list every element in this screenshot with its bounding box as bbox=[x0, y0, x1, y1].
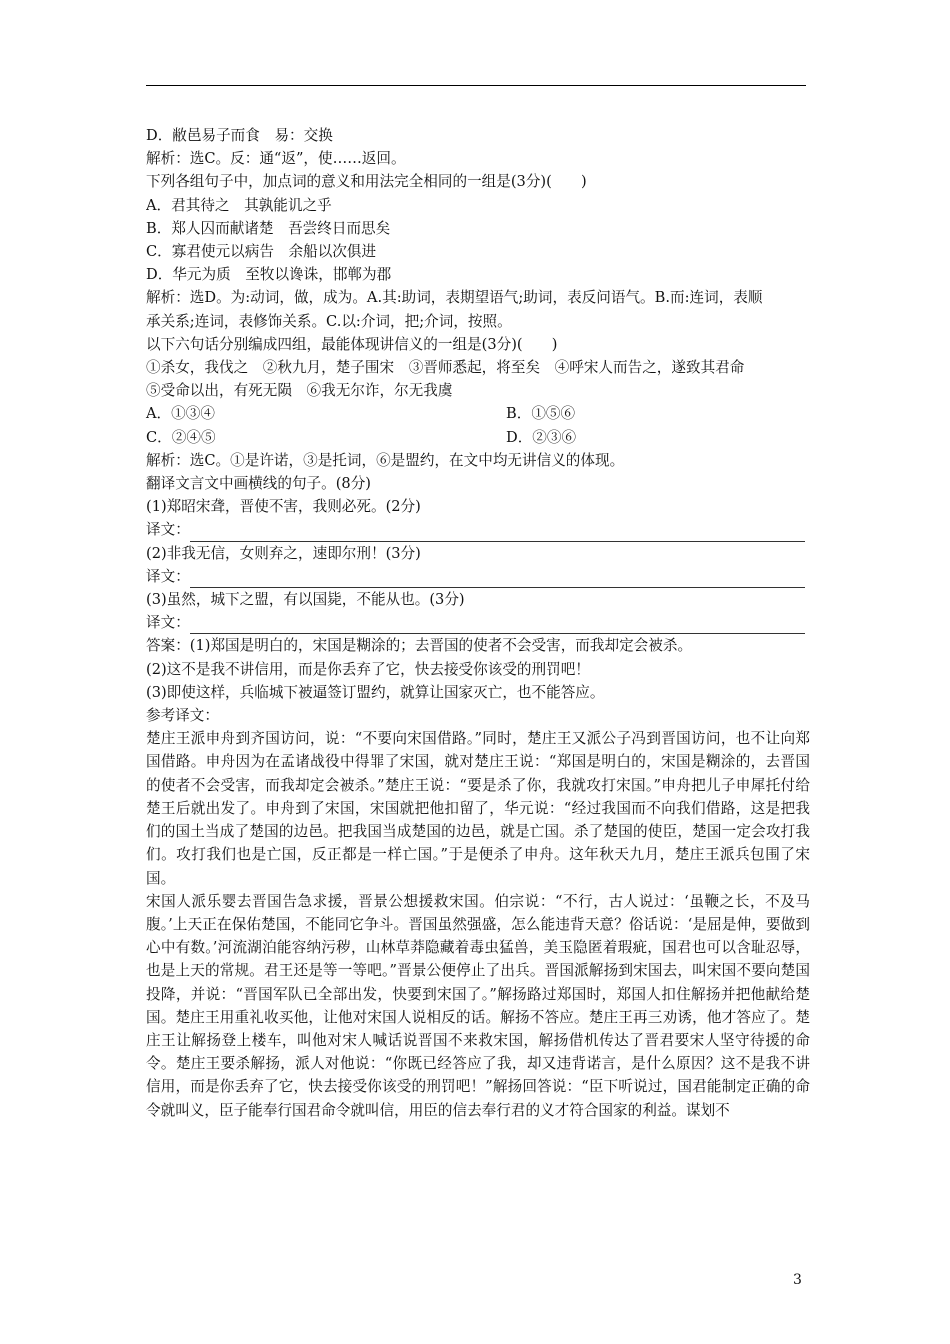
answer-blank-row bbox=[146, 518, 810, 541]
analysis-line: 解析：选C。①是许诺，③是托词，⑥是盟约，在文中均无讲信义的体现。 bbox=[146, 451, 625, 469]
question-stem: 翻译文言文中画横线的句子。(8分) bbox=[146, 475, 371, 493]
choice-row bbox=[146, 402, 810, 425]
sentence-list: ⑤受命以出，有死无陨 ⑥我无尔诈，尔无我虞 bbox=[146, 382, 453, 400]
choice-a: A．①③④ bbox=[146, 405, 215, 423]
answer-blank-row bbox=[146, 565, 810, 588]
translate-sentence-3: (3)虽然，城下之盟，有以国毙，不能从也。(3分) bbox=[146, 591, 465, 609]
answer-label: 译文： bbox=[146, 567, 190, 585]
choice-d: D．②③⑥ bbox=[506, 428, 577, 446]
page-number: 3 bbox=[793, 1272, 802, 1288]
choice-b: B．①⑤⑥ bbox=[506, 405, 576, 423]
question-stem: 下列各组句子中，加点词的意义和用法完全相同的一组是(3分)( ) bbox=[146, 173, 587, 191]
answer-line: 答案：(1)郑国是明白的，宋国是糊涂的；去晋国的使者不会受害，而我却定会被杀。 bbox=[146, 637, 693, 655]
answer-blank[interactable] bbox=[190, 570, 805, 588]
analysis-line: 承关系;连词，表修饰关系。C.以:介词，把;介词，按照。 bbox=[146, 312, 512, 330]
option-a: A．君其待之 其孰能讥之乎 bbox=[146, 196, 332, 214]
answer-line: (2)这不是我不讲信用，而是你丢弃了它，快去接受你该受的刑罚吧！ bbox=[146, 660, 590, 678]
reference-heading: 参考译文： bbox=[146, 707, 219, 725]
option-b: B．郑人囚而献诸楚 吾尝终日而思矣 bbox=[146, 219, 391, 237]
answer-blank[interactable] bbox=[190, 524, 805, 542]
question-stem: 以下六句话分别编成四组，最能体现讲信义的一组是(3分)( ) bbox=[146, 335, 558, 353]
answer-label: 译文： bbox=[146, 614, 190, 632]
option-c: C．寡君使元以病告 余船以次俱进 bbox=[146, 243, 377, 261]
option-d-line: D．敝邑易子而食 易：交换 bbox=[146, 127, 333, 144]
analysis-line: 解析：选C。反：通“返”，使……返回。 bbox=[146, 150, 406, 168]
choice-c: C．②④⑤ bbox=[146, 428, 216, 446]
answer-blank[interactable] bbox=[190, 616, 805, 634]
reference-paragraph: 宋国人派乐婴去晋国告急求援，晋景公想援救宋国。伯宗说：“不行，古人说过：‘虽鞭之长，不及马腹。’上天正在保佑楚国，不能同它争斗。晋国虽然强盛，怎么能违背天意？俗话说：‘是屈是伸，要做到心中有数。’河流湖泊能容纳污秽，山林草莽隐藏着毒虫猛兽，美玉隐匿着瑕疵，国君也可以含耻忍辱，也是上天的常规。君王还是等一等吧。”晋景公便停止了出兵。晋国派解扬到宋国去，叫宋国不要向楚国投降，并说：“晋国军队已全部出发，快要到宋国了。”解扬路过郑国时，郑国人扣住解扬并把他献给楚国。楚庄王用重礼收买他，让他对宋国人说相反的话。解扬不答应。楚庄王再三劝诱，他才答应了。楚庄王让解扬登上楼车，叫他对宋人喊话说晋国不来救宋国，解扬借机传达了晋君要宋人坚守待援的命令。楚庄王要杀解扬，派人对他说：“你既已经答应了我，却又违背诺言，是什么原因？这不是我不讲信用，而是你丢弃了它，快去接受你该受的刑罚吧！”解扬回答说：“臣下听说过，国君能制定正确的命令就叫义，臣子能奉行国君命令就叫信，用臣的信去奉行君的义才符合国家的利益。谋划不 bbox=[146, 892, 810, 1119]
translate-sentence-2: (2)非我无信，女则弃之，速即尔刑！(3分) bbox=[146, 544, 421, 562]
header-rule bbox=[146, 85, 806, 86]
translate-sentence-1: (1)郑昭宋聋，晋使不害，我则必死。(2分) bbox=[146, 498, 421, 516]
answer-label: 译文： bbox=[146, 521, 190, 539]
option-d: D．华元为质 至牧以谗诛，邯郸为郡 bbox=[146, 266, 392, 284]
choice-row bbox=[146, 426, 810, 449]
sentence-list: ①杀女，我伐之 ②秋九月，楚子围宋 ③晋师悉起，将至矣 ④呼宋人而告之，遂致其君命 bbox=[146, 359, 745, 377]
answer-blank-row bbox=[146, 611, 810, 634]
answer-line: (3)即使这样，兵临城下被逼签订盟约，就算让国家灭亡，也不能答应。 bbox=[146, 683, 605, 701]
analysis-line: 解析：选D。为:动词，做，成为。A.其:助词，表期望语气;助词，表反问语气。B.而:连词，表顺 bbox=[146, 289, 763, 307]
document-body bbox=[146, 124, 810, 1122]
reference-paragraph: 楚庄王派申舟到齐国访问，说：“不要向宋国借路。”同时，楚庄王又派公子冯到晋国访问，也不让向郑国借路。申舟因为在孟诸战役中得罪了宋国，就对楚庄王说：“郑国是明白的，宋国是糊涂的，去晋国的使者不会受害，而我却定会被杀。”楚庄王说：“要是杀了你，我就攻打宋国。”申舟把儿子申犀托付给楚王后就出发了。申舟到了宋国，宋国就把他扣留了，华元说：“经过我国而不向我们借路，这是把我们的国土当成了楚国的边邑。把我国当成楚国的边邑，就是亡国。杀了楚国的使臣，楚国一定会攻打我们。攻打我们也是亡国，反正都是一样亡国。”于是便杀了申舟。这年秋天九月，楚庄王派兵包围了宋国。 bbox=[146, 730, 810, 887]
